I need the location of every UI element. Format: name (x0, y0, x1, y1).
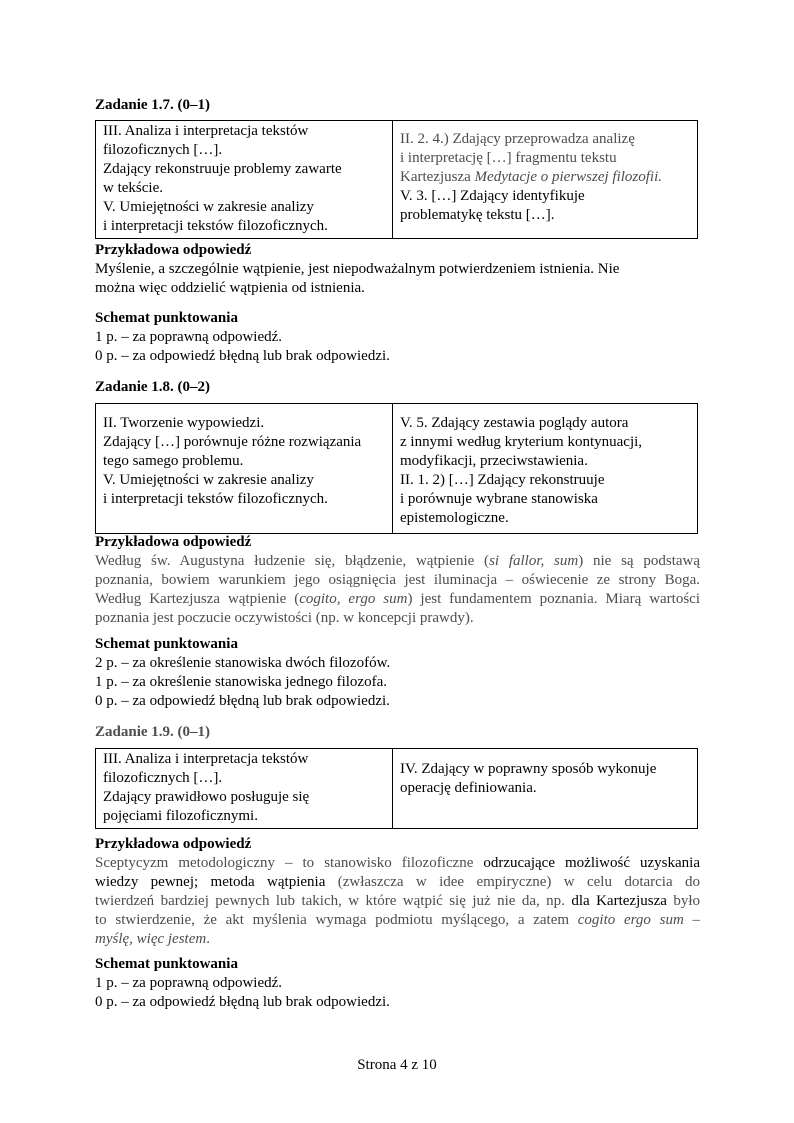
general-requirements-cell (96, 121, 393, 239)
cell-line: pojęciami filozoficznymi. (103, 808, 258, 824)
answer-text: ) jest fundamentem poznania. Miarą wartości (407, 591, 701, 607)
answer-text: (zwłaszcza w idee empiryczne) w celu dotarcia do (325, 874, 700, 890)
requirements-table (95, 403, 698, 534)
answer-italic: cogito, ergo sum (299, 591, 408, 607)
answer-italic: cogito ergo sum (577, 912, 684, 928)
scoring-item: 1 p. – za określenie stanowiska jednego filozofa. (95, 674, 387, 690)
specific-requirements-cell (393, 404, 698, 534)
scoring-item: 1 p. – za poprawną odpowiedź. (95, 329, 283, 345)
cell-line: w tekście. (103, 180, 163, 196)
task-title: Zadanie 1.9. (0–1) (95, 724, 211, 740)
answer-italic: si fallor, sum (489, 553, 579, 569)
cell-line: Zdający rekonstruuje problemy zawarte (103, 161, 342, 177)
requirements-table (95, 120, 698, 239)
cell-line: Zdający […] porównuje różne rozwiązania (103, 434, 362, 450)
cell-text: Kartezjusza (400, 169, 475, 185)
answer-line: poznania, bowiem warunkiem jego osiągnięcia jest iluminacja – oświecenie ze strony Boga. (95, 572, 700, 588)
cell-line: problematykę tekstu […]. (400, 207, 555, 223)
answer-text: wiedzy pewnej; metoda wątpienia (95, 874, 326, 890)
answer-line (95, 930, 700, 949)
scoring-scheme (95, 309, 700, 366)
cell-line: epistemologiczne. (400, 510, 509, 526)
answer-text: dla Kartezjusza (571, 893, 667, 909)
answer-text: Sceptycyzm metodologiczny – to stanowisko filozoficzne (95, 855, 484, 871)
sample-answer (95, 835, 700, 949)
answer-text: Według św. Augustyna łudzenie się, błądzenie, wątpienie ( (95, 553, 490, 569)
scoring-label: Schemat punktowania (95, 310, 238, 326)
answer-text: odrzucające możliwość uzyskania (483, 855, 700, 871)
sample-answer (95, 533, 700, 628)
answer-line: można więc oddzielić wątpienia od istnienia. (95, 280, 365, 296)
answer-line: Myślenie, a szczególnie wątpienie, jest niepodważalnym potwierdzeniem istnienia. Nie (95, 261, 620, 277)
task-title: Zadanie 1.8. (0–2) (95, 379, 211, 395)
sample-answer (95, 241, 700, 298)
answer-label: Przykładowa odpowiedź (95, 242, 252, 258)
answer-text: . (206, 931, 210, 947)
answer-label: Przykładowa odpowiedź (95, 534, 252, 550)
cell-line: filozoficznych […]. (103, 142, 223, 158)
scoring-item: 1 p. – za poprawną odpowiedź. (95, 975, 283, 991)
answer-text: twierdzeń bardziej pewnych lub takich, w które wątpić się już nie da, np. (95, 893, 572, 909)
cell-line: i porównuje wybrane stanowiska (400, 491, 598, 507)
cell-italic-title: Medytacje o pierwszej filozofii. (474, 169, 663, 185)
scoring-label: Schemat punktowania (95, 636, 238, 652)
answer-line (95, 590, 700, 609)
cell-line (400, 168, 690, 187)
scoring-scheme (95, 955, 700, 1012)
scoring-item: 2 p. – za określenie stanowiska dwóch filozofów. (95, 655, 391, 671)
cell-line: III. Analiza i interpretacja tekstów (103, 123, 309, 139)
cell-line: i interpretacji tekstów filozoficznych. (103, 218, 328, 234)
answer-line: poznania jest poczucie oczywistości (np. w koncepcji prawdy). (95, 610, 474, 626)
specific-requirements-cell (393, 749, 698, 829)
task-title: Zadanie 1.7. (0–1) (95, 97, 211, 113)
page-number: Strona 4 z 10 (357, 1057, 437, 1073)
answer-label: Przykładowa odpowiedź (95, 836, 252, 852)
answer-text: – (683, 912, 700, 928)
answer-text: ) nie są podstawą (578, 553, 701, 569)
answer-text: było (666, 893, 700, 909)
scoring-item: 0 p. – za odpowiedź błędną lub brak odpowiedzi. (95, 348, 390, 364)
cell-line: modyfikacji, przeciwstawienia. (400, 453, 588, 469)
general-requirements-cell (96, 404, 393, 534)
cell-line: III. Analiza i interpretacja tekstów (103, 751, 309, 767)
answer-line (95, 873, 700, 892)
cell-line: i interpretację […] fragmentu tekstu (400, 150, 617, 166)
cell-line: operację definiowania. (400, 780, 537, 796)
cell-line: tego samego problemu. (103, 453, 244, 469)
cell-line: II. Tworzenie wypowiedzi. (103, 415, 265, 431)
cell-line: Zdający prawidłowo posługuje się (103, 789, 310, 805)
cell-line: V. 3. […] Zdający identyfikuje (400, 188, 585, 204)
answer-line (95, 552, 700, 571)
cell-line: V. Umiejętności w zakresie analizy (103, 472, 314, 488)
general-requirements-cell (96, 749, 393, 829)
cell-line: V. 5. Zdający zestawia poglądy autora (400, 415, 629, 431)
cell-line: II. 1. 2) […] Zdający rekonstruuje (400, 472, 605, 488)
cell-line: IV. Zdający w poprawny sposób wykonuje (400, 761, 657, 777)
scoring-label: Schemat punktowania (95, 956, 238, 972)
cell-line: i interpretacji tekstów filozoficznych. (103, 491, 328, 507)
specific-requirements-cell (393, 121, 698, 239)
answer-line (95, 911, 700, 930)
scoring-item: 0 p. – za odpowiedź błędną lub brak odpowiedzi. (95, 693, 390, 709)
cell-line: filozoficznych […]. (103, 770, 223, 786)
answer-text: to stwierdzenie, że akt myślenia wymaga podmiotu myślącego, a zatem (95, 912, 578, 928)
answer-text: Według Kartezjusza wątpienie ( (95, 591, 300, 607)
requirements-table (95, 748, 698, 829)
answer-line (95, 892, 700, 911)
scoring-item: 0 p. – za odpowiedź błędną lub brak odpowiedzi. (95, 994, 390, 1010)
answer-italic: myślę, więc jestem (95, 931, 207, 947)
cell-line: II. 2. 4.) Zdający przeprowadza analizę (400, 131, 635, 147)
scoring-scheme (95, 635, 700, 711)
cell-line: z innymi według kryterium kontynuacji, (400, 434, 643, 450)
answer-line (95, 854, 700, 873)
cell-line: V. Umiejętności w zakresie analizy (103, 199, 314, 215)
